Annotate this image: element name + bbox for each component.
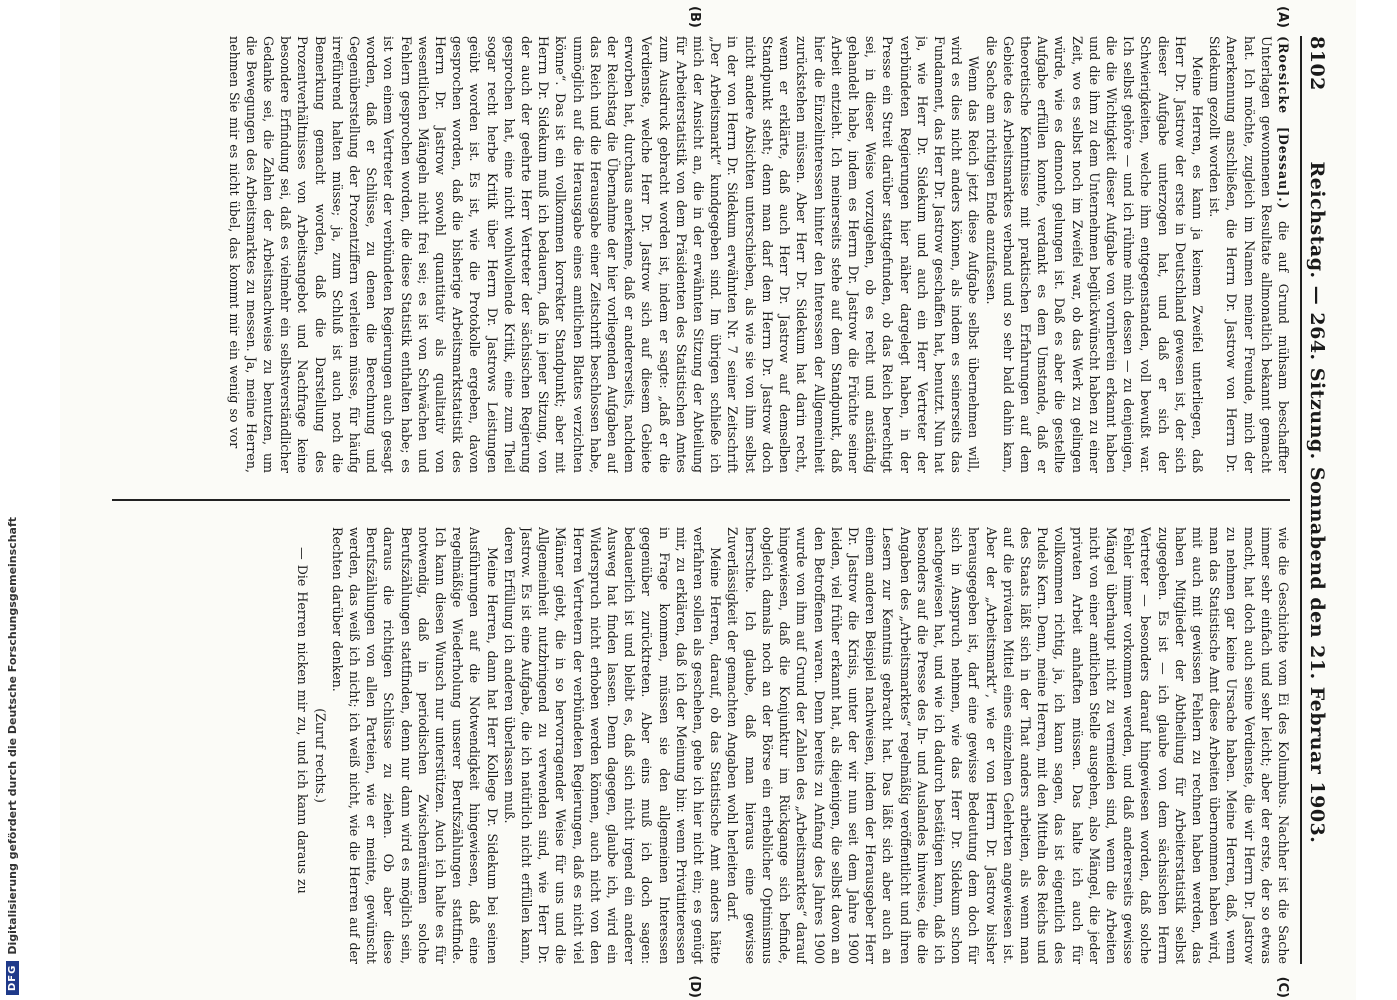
dfg-logo: DFG: [6, 961, 19, 995]
paragraph: Meine Herren, es kann ja keinem Zweifel unterliegen, daß Herr Dr. Jastrow der erste in Deutschland gewesen ist, der sich dieser Aufgabe unterzogen hat, und daß er sich der Schwierigkeiten, welche ihm entgegenstanden, voll bewußt war. Ich selbst gehöre — und ich rühme mich dessen — zu denjenigen, die die Wichtigkeit dieser Aufgabe von vornherein erkannt haben und die ihm zu dem Unternehmen beglückwünscht haben zu einer Zeit, wo es selbst noch im Zweifel war, ob das Werk zu gelingen würde, wie es dennoch gelungen ist. Daß es aber die gestellte Aufgabe erfüllen konnte, verdankt es dem Umstande, daß er theoretische Kenntnisse mit praktischen Erfahrungen auf dem Gebiete des Arbeitsmarktes verband und so sehr bald dahin kam, die Sache am richtigen Ende anzufassen.: [983, 36, 1205, 473]
interjection: (Zuruf rechts.): [312, 708, 328, 803]
page-title: Reichstag. — 264. Sitzung. Sonnabend den 21. Februar 1903.: [1306, 161, 1328, 844]
paragraph: wie die Geschichte vom Ei des Kolumbus. Nachher ist die Sache immer sehr einfach und sehr leicht; aber der erste, der so etwas macht, hat doch auch seine Verdienste, die wir Herrn Dr. Jastrow zu nehmen gar keine Ursache haben. Meine Herren, daß, wenn man das Statistische Amt diese Arbeiten übernommen haben wird, mit auch mit gewissen Fehlern zu rechnen haben werden, das haben Mitglieder der Abtheilung für Arbeiterstatistik selbst zugegeben. Es ist — ich glaube von dem sächsischen Herrn Vertreter — besonders darauf hingewiesen worden, daß solche Fehler immer vorkommen werden, und daß andererseits gewisse Mängel überhaupt nicht zu vermeiden sind, wenn die Arbeiten nicht von einer amtlichen Stelle ausgehen, also Mängel, die jeder privaten Arbeit anhaften müssen. Das halte ich auch für vollkommen richtig, ja, ich kann sagen, das ist eigentlich des Pudels Kern. Denn, meine Herren, mit den Mitteln des Reichs und des Staats läßt sich in der That anders arbeiten, als wenn man auf die privaten Mittel eines einzelnen Gelehrten angewiesen ist. Aber der „Arbeitsmarkt“, wie er von Herrn Dr. Jastrow bisher herausgegeben ist, darf eine gewisse Bedeutung dem doch für sich in Anspruch nehmen, wie das Herr Dr. Sidekum schon nachgewiesen hat, und wie ich dadurch bestätigen kann, daß ich besonders auf die Presse des In- und Auslandes hinweise, die die Angaben des „Arbeitsmarktes“ regelmäßig veröffentlicht und ihren Lesern zur Kenntnis gebracht hat. Das läßt sich aber auch an einem anderen Beispiel nachweisen, indem der Herausgeber Herr Dr. Jastrow die Krisis, unter der wir nun seit dem Jahre 1900 leiden, viel früher erkannt hat, als diejenigen, die selbst davon an den Betroffenen waren. Denn bereits zu Anfang des Jahres 1900 wurde von ihm auf Grund der Zahlen des „Arbeitsmarktes“ darauf hingewiesen, daß die Konjunktur im Rückgange sich befinde, obgleich damals noch an der Börse ein erheblicher Optimismus herrschte. Ich glaube, daß man hieraus eine gewisse Zuverlässigkeit der gemachten Angaben wohl herleiten darf.: [725, 527, 1291, 964]
credit-text: Digitalisierung gefördert durch die Deutsche Forschungsgemeinschaft: [6, 516, 19, 955]
digitization-credit-strip: [0, 0, 30, 1000]
margin-marker-d: (D): [687, 975, 702, 998]
column-divider: [112, 499, 1290, 501]
margin-marker-a: (A): [1275, 6, 1290, 28]
paragraph-text: die auf Grund mühsam beschaffter Unterlagen gewonnenen Resultate allmonatlich bekannt gemacht hat. Ich möchte, zugleich im Namen meiner Freunde, mich der Anerkennung anschließen, die Herrn Dr. Jastrow von Herrn Dr. Sidekum gezollt worden ist.: [1207, 36, 1291, 473]
credit-text-row: [6, 517, 19, 995]
left-column: [112, 36, 1292, 473]
paragraph: Meine Herren, dann hat Herr Kollege Dr. Sidekum bei seinen Ausführungen auf die Notwendigkeit hingewiesen, daß eine regelmäßige Wiederholung unserer Berufszählungen stattfinde. Ich kann diesen Wunsch nur unterstützen. Auch ich halte es für notwendig, daß in periodischen Zwischenräumen solche Berufszählungen stattfinden, denn nur dann wird es möglich sein, daraus die richtigen Schlüsse zu ziehen. Ob aber diese Berufszählungen von allen Parteien, wie er meinte, gewünscht werden, das weiß ich nicht; ich weiß nicht, wie die Herren auf der Rechten darüber denken.: [329, 527, 500, 964]
page-number: 8102: [1306, 36, 1328, 91]
page-header: [1300, 36, 1328, 964]
paragraph: Wenn das Reich jetzt diese Aufgabe selbst übernehmen will, wird es dies nicht anders können, als indem es seinerseits das Fundament, das Herr Dr. Jastrow geschaffen hat, benutzt. Nun hat ja, wie Herr Dr. Sidekum und auch ein Herr Vertreter der verbündeten Regierungen hier näher dargelegt haben, in der Presse ein Streit darüber stattgefunden, ob das Reich berechtigt sei, in dieser Weise vorzugehen, ob es recht und anständig gehandelt habe, indem es Herrn Dr. Jastrow die Früchte seiner Arbeit entzieht. Ich meinerseits stehe auf dem Standpunkt, daß hier die Einzelinteressen hinter den Interessen der Allgemeinheit zurückstehen müssen. Aber Herr Dr. Sidekum hat darin recht, wenn er erklärte, daß auch Herr Dr. Jastrow auf demselben Standpunkt steht; denn man darf dem Herrn Dr. Jastrow doch nicht andere Absichten unterschieben, als wie sie von ihm selbst in der von Herrn Dr. Sidekum erwähnten Nr. 7 seiner Zeitschrift „Der Arbeitsmarkt“ kundgegeben sind. Im übrigen schließe ich mich der Ansicht an, die in der erwähnten Sitzung der Abteilung für Arbeiterstatistik von dem Präsidenten des Statistischen Amtes zum Ausdruck gebracht worden ist, indem er sagte: „daß er die Verdienste, welche Herr Dr. Jastrow sich auf diesem Gebiete erworben hat, durchaus anerkenne, daß er andererseits, nachdem der Reichstag die Übernahme der hier vorliegenden Aufgaben auf das Reich und die Herausgabe einer Zeitschrift beschlossen habe, unmöglich auf die Herausgabe eines amtlichen Blattes verzichten könne“. Das ist ein vollkommen korrekter Standpunkt; aber mit Herrn Dr. Sidekum muß ich bedauern, daß in jener Sitzung, von der auch der geehrte Herr Vertreter der sächsischen Regierung gesprochen hat, eine nicht wohlwollende Kritik, eine zum Theil sogar recht herbe Kritik über Herrn Dr. Jastrows Leistungen geübt worden ist. Es ist, wie die Protokolle ergeben, davon gesprochen worden, daß die bisherige Arbeitsmarktstatistik des Herrn Dr. Jastrow sowohl quantitativ als qualitativ von wesentlichen Mängeln nicht frei sei; es ist von Schwächen und Fehlern gesprochen worden, die diese Statistik enthalten habe; es ist von einem Vertreter der verbündeten Regierungen auch gesagt worden, daß er Schlüsse, zu denen die Berechnung und Gegenüberstellung der Prozentziffern verleiten müsse, für häufig irreführend halten müsse; ja, zum Schluß ist auch noch die Bemerkung gemacht worden, daß die Darstellung des Prozentverhältnisses von Arbeitsangebot und Nachfrage keine besondere Erfindung sei, daß es vielmehr ein selbstverständlicher Gedanke sei, die Zahlen der Arbeitsnachweise zu benutzen, um die Bewegungen des Arbeitsmarktes zu messen. Ja, meine Herren, nehmen Sie mir es nicht übel, das kommt mir ein wenig so vor: [226, 36, 982, 473]
paragraph: — Die Herren nicken mir zu, und ich kann daraus zu: [295, 547, 311, 894]
margin-marker-b: (B): [687, 6, 702, 28]
speaker-name: (Roesicke [Dessau].): [1276, 36, 1291, 210]
scanned-page: [60, 0, 1356, 1000]
paragraph: Meine Herren, darauf, ob das Statistische Amt anders hätte verfahren sollen als geschehen, gehe ich hier nicht ein; es genügt mir, zu erklären, daß ich der Meinung bin: wenn Privatinteressen in Frage kommen, müssen sie den allgemeinen Interessen gegenüber zurücktreten. Aber eins muß ich doch sagen: bedauerlich ist und bleibt es, daß sich nicht irgend ein anderer Ausweg hat finden lassen. Denn dagegen, glaube ich, wird ein Widerspruch nicht erhoben werden können, auch nicht von den Herren Vertretern der verbündeten Regierungen, daß es nicht viel Männer giebt, die in so hervorragender Weise für uns und die Allgemeinheit nutzbringend zu verwenden sind, wie Herr Dr. Jastrow. Es ist eine Aufgabe, die ich natürlich nicht erfüllen kann, deren Erfüllung ich anderen überlassen muß.: [501, 527, 724, 964]
paragraph: [1206, 36, 1292, 473]
text-columns: [112, 6, 1292, 998]
right-column: [112, 527, 1292, 964]
margin-marker-c: (C): [1275, 976, 1290, 998]
